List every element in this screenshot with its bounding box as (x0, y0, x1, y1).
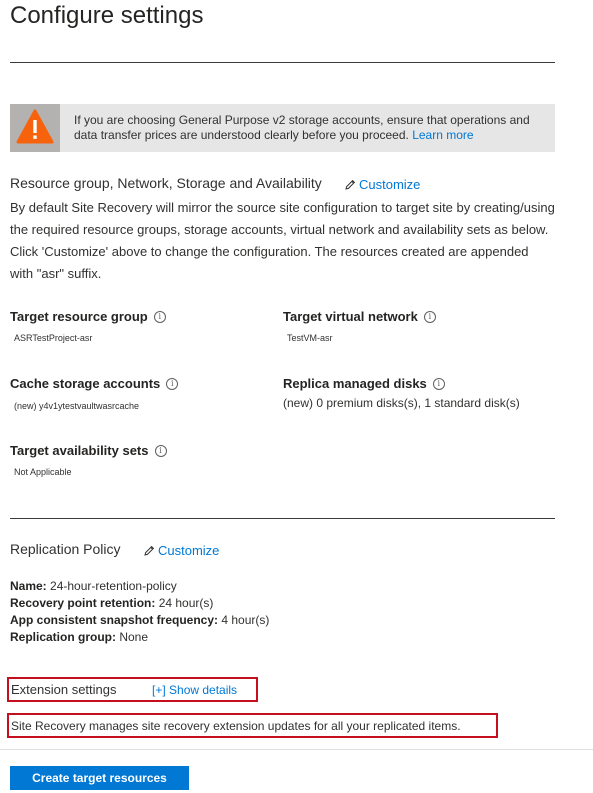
footer-divider (0, 749, 593, 750)
warning-icon-container (10, 104, 60, 152)
extension-message-highlight (7, 713, 498, 738)
pencil-icon (143, 545, 155, 557)
policy-name-label: Name: (10, 579, 47, 593)
info-icon[interactable]: i (424, 311, 436, 323)
replica-managed-disks-label (283, 376, 445, 391)
target-resource-group-label (10, 309, 166, 324)
policy-snapshot-row (10, 612, 269, 629)
policy-customize-button[interactable] (143, 543, 219, 558)
policy-group-value: None (119, 630, 149, 644)
policy-name-value: 24-hour-retention-policy (50, 579, 177, 593)
section-divider (10, 518, 555, 519)
target-resource-group-label-text: Target resource group (10, 309, 148, 324)
policy-snapshot-value: 4 hour(s) (221, 613, 270, 627)
warning-banner (10, 104, 555, 152)
cache-storage-accounts-label (10, 376, 178, 391)
target-availability-sets-label-text: Target availability sets (10, 443, 149, 458)
info-icon[interactable]: i (166, 378, 178, 390)
create-target-resources-button[interactable]: Create target resources (10, 766, 189, 790)
warning-triangle-icon (16, 109, 54, 145)
warning-text (74, 113, 544, 143)
cache-storage-accounts-value: (new) y4v1ytestvaultwasrcache (14, 401, 140, 411)
target-resource-group-value: ASRTestProject-asr (14, 333, 93, 343)
title-divider (10, 62, 555, 63)
extension-message: Site Recovery manages site recovery extension updates for all your replicated items. (11, 719, 461, 733)
pencil-icon (344, 179, 356, 191)
replica-managed-disks-value: (new) 0 premium disks(s), 1 standard disk(s) (283, 396, 520, 410)
replication-policy-heading: Replication Policy (10, 541, 121, 557)
resource-customize-button[interactable] (344, 177, 420, 192)
warning-message: If you are choosing General Purpose v2 storage accounts, ensure that operations and data transfer prices are understood clearly before you proceed. (74, 113, 530, 142)
policy-customize-label: Customize (158, 543, 220, 558)
target-availability-sets-value: Not Applicable (14, 467, 72, 477)
policy-group-label: Replication group: (10, 630, 116, 644)
resource-section-heading: Resource group, Network, Storage and Availability (10, 175, 322, 191)
policy-retention-row (10, 595, 269, 612)
policy-group-row (10, 629, 269, 646)
extension-settings-highlight (7, 677, 258, 702)
learn-more-link[interactable]: Learn more (412, 128, 474, 142)
extension-settings-label: Extension settings (11, 682, 117, 697)
show-details-link[interactable]: [+] Show details (152, 683, 238, 697)
info-icon[interactable]: i (155, 445, 167, 457)
page-title: Configure settings (10, 2, 204, 29)
resource-customize-label: Customize (359, 177, 421, 192)
resource-description: By default Site Recovery will mirror the source site configuration to target site by creating/using the required resource groups, storage accounts, virtual network and availability sets as below. Click 'Customize' above to change the configuration. The resources created are appended with "asr" suffix. (10, 200, 555, 281)
info-icon[interactable]: i (433, 378, 445, 390)
replica-managed-disks-label-text: Replica managed disks (283, 376, 427, 391)
target-virtual-network-label-text: Target virtual network (283, 309, 418, 324)
cache-storage-accounts-label-text: Cache storage accounts (10, 376, 161, 391)
target-availability-sets-label (10, 443, 167, 458)
policy-retention-value: 24 hour(s) (158, 596, 214, 610)
info-icon[interactable]: i (154, 311, 166, 323)
policy-retention-label: Recovery point retention: (10, 596, 156, 610)
target-virtual-network-value: TestVM-asr (287, 333, 333, 343)
policy-snapshot-label: App consistent snapshot frequency: (10, 613, 219, 627)
policy-name-row (10, 578, 269, 595)
policy-details (10, 578, 269, 646)
target-virtual-network-label (283, 309, 436, 324)
